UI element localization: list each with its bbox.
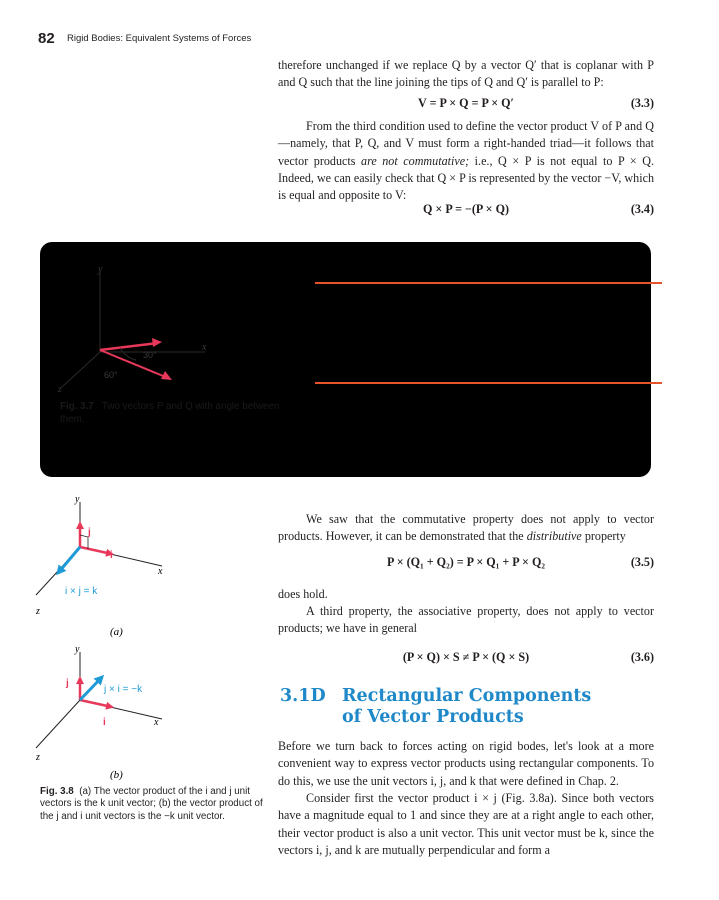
label-minus-k-product: j × i = −k: [104, 684, 143, 695]
equation-number: (3.5): [630, 555, 654, 569]
section-heading: [280, 686, 660, 728]
vector-p-arrowhead: [152, 338, 162, 347]
axis-label-x: x: [154, 717, 159, 728]
label-i: i: [103, 717, 106, 728]
unit-vector-i: [80, 700, 112, 707]
orange-rule-bottom: [315, 382, 662, 384]
fig-3-8a-diagram: [36, 490, 265, 650]
equation-3-3: [278, 96, 654, 114]
subfigure-label-b: (b): [110, 769, 123, 781]
equation-3-6: [278, 650, 654, 668]
axis-label-x: x: [202, 342, 207, 353]
z-axis-line: [36, 700, 80, 748]
equation-expression: (P × Q) × S ≠ P × (Q × S): [402, 650, 530, 664]
label-j: j: [88, 527, 91, 538]
subfigure-label-a: (a): [110, 626, 123, 638]
fig-3-7-diagram: [40, 242, 290, 402]
paragraph-3-text-b: property: [581, 529, 626, 544]
caption-text: Two vectors P and Q with angle between them.: [60, 401, 280, 425]
axis-label-z: z: [36, 752, 40, 763]
equation-expression: Q × P = −(P × Q): [422, 202, 509, 216]
angle-label-60: 60°: [104, 370, 118, 380]
paragraph-2: [278, 118, 654, 204]
caption-text: (a) The vector product of the i and j unit vectors is the k unit vector; (b) the vector product of the j and i unit vectors is the −k unit vector.: [40, 786, 263, 822]
vector-p-arrow: [100, 343, 158, 350]
caption-label: Fig. 3.7: [60, 401, 94, 412]
equation-expression: V = P × Q = P × Q′: [418, 96, 514, 110]
axis-label-x: x: [158, 566, 163, 577]
equation-3-5: [278, 555, 654, 573]
section-number: 3.1D: [280, 686, 326, 706]
paragraph-2-text-b: i.e., Q × P is not equal to P × Q. Indeed, we can easily check that Q × P is represented by the vector −V, which is equal and opposite to V:: [278, 153, 654, 203]
equation-number: (3.6): [630, 650, 654, 664]
paragraph-3: [278, 511, 654, 546]
equation-number: (3.4): [630, 202, 654, 216]
unit-vector-k: [58, 547, 80, 573]
paragraph-1: therefore unchanged if we replace Q by a vector Q′ that is coplanar with P and Q such that the line joining the tips of Q and Q′ is parallel to P:: [278, 58, 654, 90]
orange-rule-top: [315, 282, 662, 284]
fig-3-8b-diagram: [36, 640, 265, 785]
section-title-line-1: Rectangular Components: [342, 686, 592, 706]
unit-vector-minus-k: [80, 677, 102, 700]
running-title: Rigid Bodies: Equivalent Systems of Forces: [67, 33, 252, 44]
axis-label-y: y: [75, 644, 80, 655]
paragraph-3-text-a: We saw that the commutative property does not apply to vector products. However, it can be demonstrated that the: [278, 512, 654, 544]
section-title-line-2: of Vector Products: [342, 707, 524, 727]
paragraph-3-emphasis: distributive: [526, 529, 582, 544]
paragraph-2-emphasis: are not commutative;: [361, 153, 470, 168]
paragraph-2-text-a: From the third condition used to define the vector product V of P and Q—namely, that P, Q, and V must form a right-handed triad—it follows that vector products: [278, 119, 654, 168]
fig-3-8-caption: [40, 786, 265, 823]
equation-expression: P × (Q₁ + Q₂) = P × Q₁ + P × Q₂: [387, 555, 545, 569]
axis-label-z: z: [36, 606, 40, 617]
z-axis-line: [62, 352, 100, 387]
axis-label-y: y: [98, 264, 103, 275]
paragraph-4: does hold.: [278, 587, 328, 601]
page-number: 82: [38, 30, 55, 47]
fig-3-7-caption: [60, 400, 280, 426]
paragraph-7: Consider first the vector product i × j (Fig. 3.8a). Since both vectors have a magnitude equal to 1 and since they are at a right angle to each other, their vector product is also a unit vector. This unit vector must be k, since the vectors i, j, and k are mutually perpendicular and form a: [278, 791, 654, 857]
axis-label-y: y: [75, 494, 80, 505]
equation-3-4: [278, 202, 654, 220]
paragraph-5: A third property, the associative property, does not apply to vector products; we have in general: [278, 604, 654, 636]
equation-number: (3.3): [630, 96, 654, 110]
label-j: j: [66, 678, 69, 689]
caption-label: Fig. 3.8: [40, 786, 74, 797]
axis-label-z: z: [58, 384, 62, 395]
label-k-product: i × j = k: [65, 586, 98, 597]
unit-vector-i: [80, 547, 112, 554]
angle-label-30: 30°: [143, 350, 157, 360]
paragraph-6: Before we turn back to forces acting on rigid bodes, let's look at a more convenient way to express vector products using rectangular components. To do this, we use the unit vectors i, j, and k that were defined in Chap. 2.: [278, 739, 654, 788]
dark-overlay-panel: [40, 242, 651, 477]
label-i: i: [110, 550, 113, 561]
